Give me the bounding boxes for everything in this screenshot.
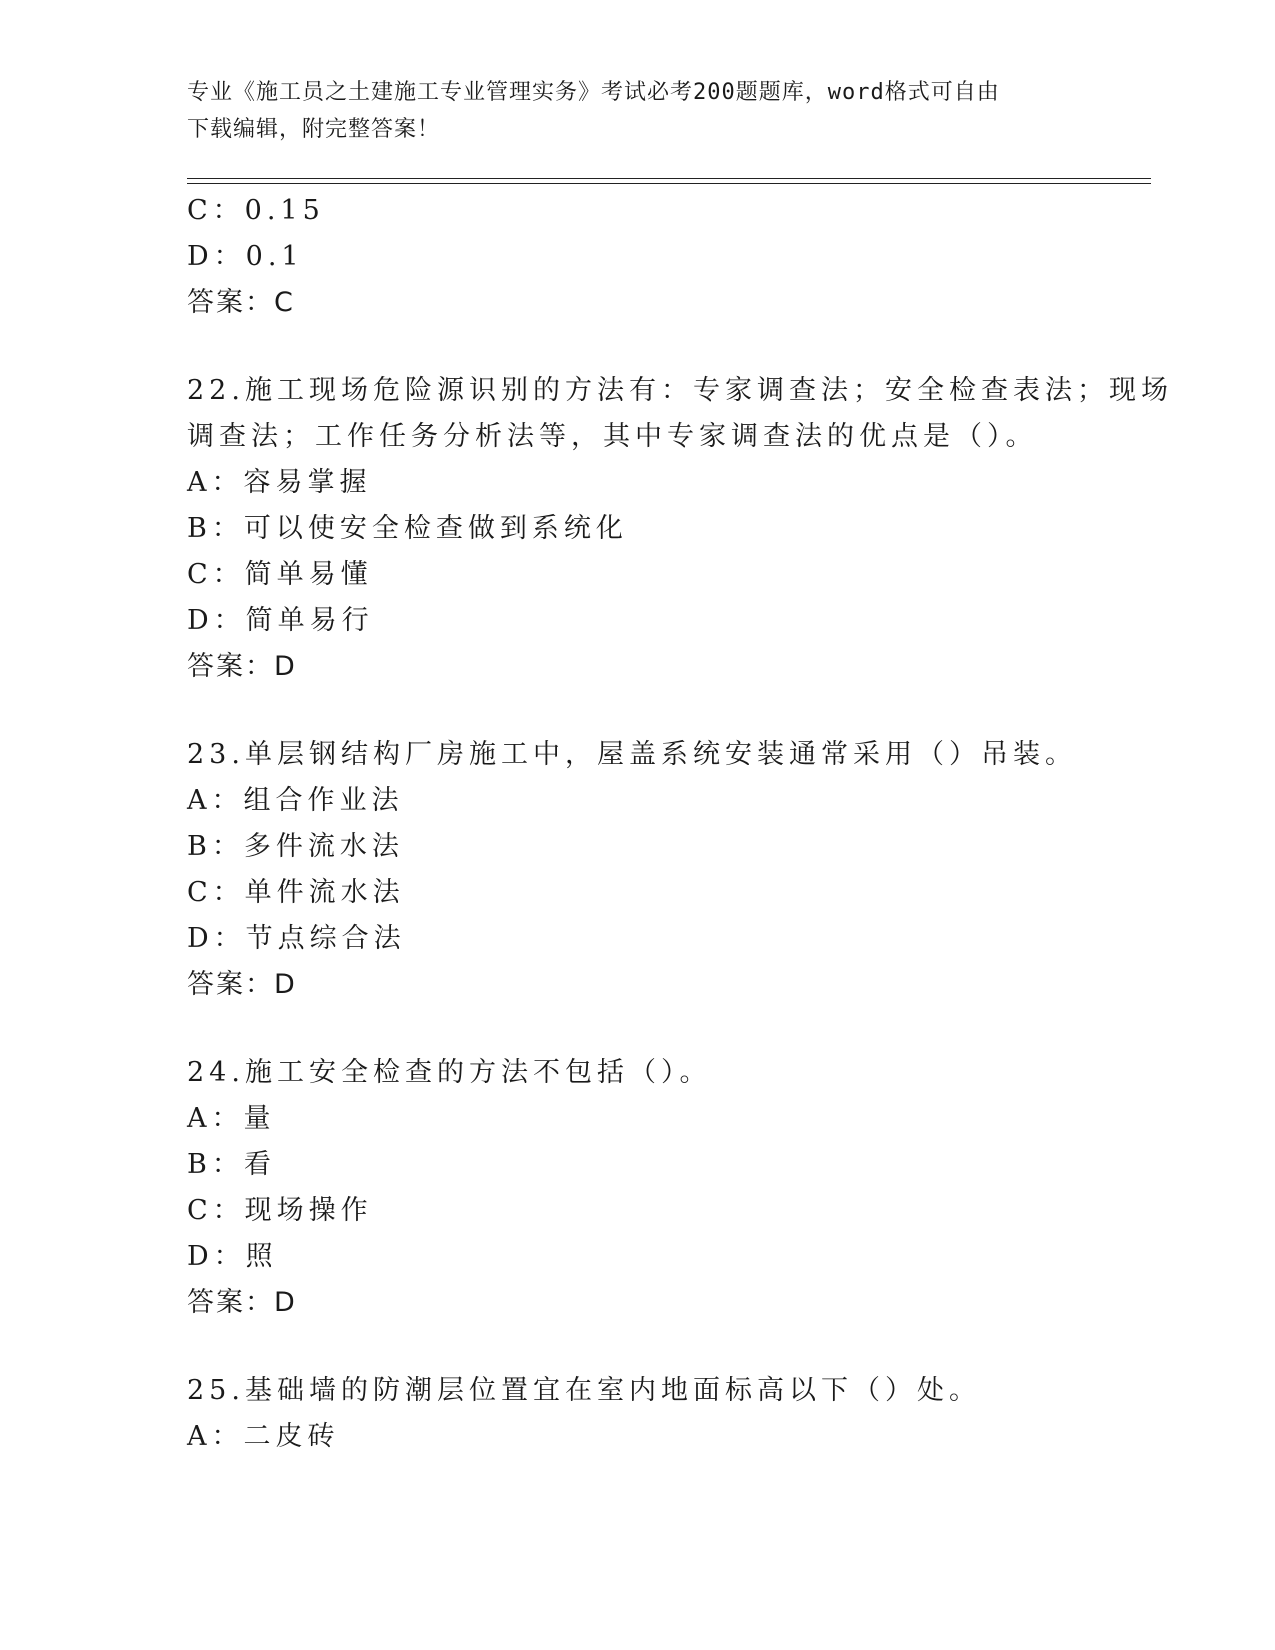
question-22: [187, 368, 1173, 690]
question-25: [187, 1368, 1137, 1460]
question-text: 25.基础墙的防潮层位置宜在室内地面标高以下（）处。: [187, 1375, 981, 1406]
option-c: C：简单易懂: [187, 559, 373, 590]
question-text: 23.单层钢结构厂房施工中，屋盖系统安装通常采用（）吊装。: [187, 739, 1077, 770]
answer: 答案：C: [187, 287, 295, 318]
question-list: [187, 188, 1173, 1460]
header-line-1: 专业《施工员之土建施工专业管理实务》考试必考200题题库，word格式可自由: [187, 80, 1000, 105]
option-a: A：容易掌握: [187, 467, 372, 498]
answer: 答案：D: [187, 969, 297, 1000]
question-text: 调查法；工作任务分析法等，其中专家调查法的优点是（）。: [187, 421, 1038, 452]
question-text: 24.施工安全检查的方法不包括（）。: [187, 1057, 712, 1088]
option-b: B：多件流水法: [187, 831, 404, 862]
option-c: C：现场操作: [187, 1195, 373, 1226]
option-b: B：可以使安全检查做到系统化: [187, 513, 628, 544]
option-d: D：节点综合法: [187, 923, 406, 954]
header-divider-top: [187, 178, 1151, 179]
document-header: [187, 74, 1067, 148]
question-23: [187, 732, 1137, 1008]
option-b: B：看: [187, 1149, 276, 1180]
previous-question-tail: [187, 188, 1137, 326]
option-c: C：单件流水法: [187, 877, 405, 908]
header-line-2: 下载编辑，附完整答案！: [187, 117, 441, 142]
option-d: D：简单易行: [187, 605, 374, 636]
question-text: 22.施工现场危险源识别的方法有：专家调查法；安全检查表法；现场: [187, 375, 1173, 406]
question-24: [187, 1050, 1137, 1326]
option-c: C：0.15: [187, 195, 325, 226]
option-d: D：0.1: [187, 241, 304, 272]
answer: 答案：D: [187, 651, 297, 682]
option-d: D：照: [187, 1241, 278, 1272]
option-a: A：二皮砖: [187, 1421, 340, 1452]
option-a: A：组合作业法: [187, 785, 404, 816]
header-divider-bottom: [187, 183, 1151, 184]
answer: 答案：D: [187, 1287, 297, 1318]
option-a: A：量: [187, 1103, 276, 1134]
